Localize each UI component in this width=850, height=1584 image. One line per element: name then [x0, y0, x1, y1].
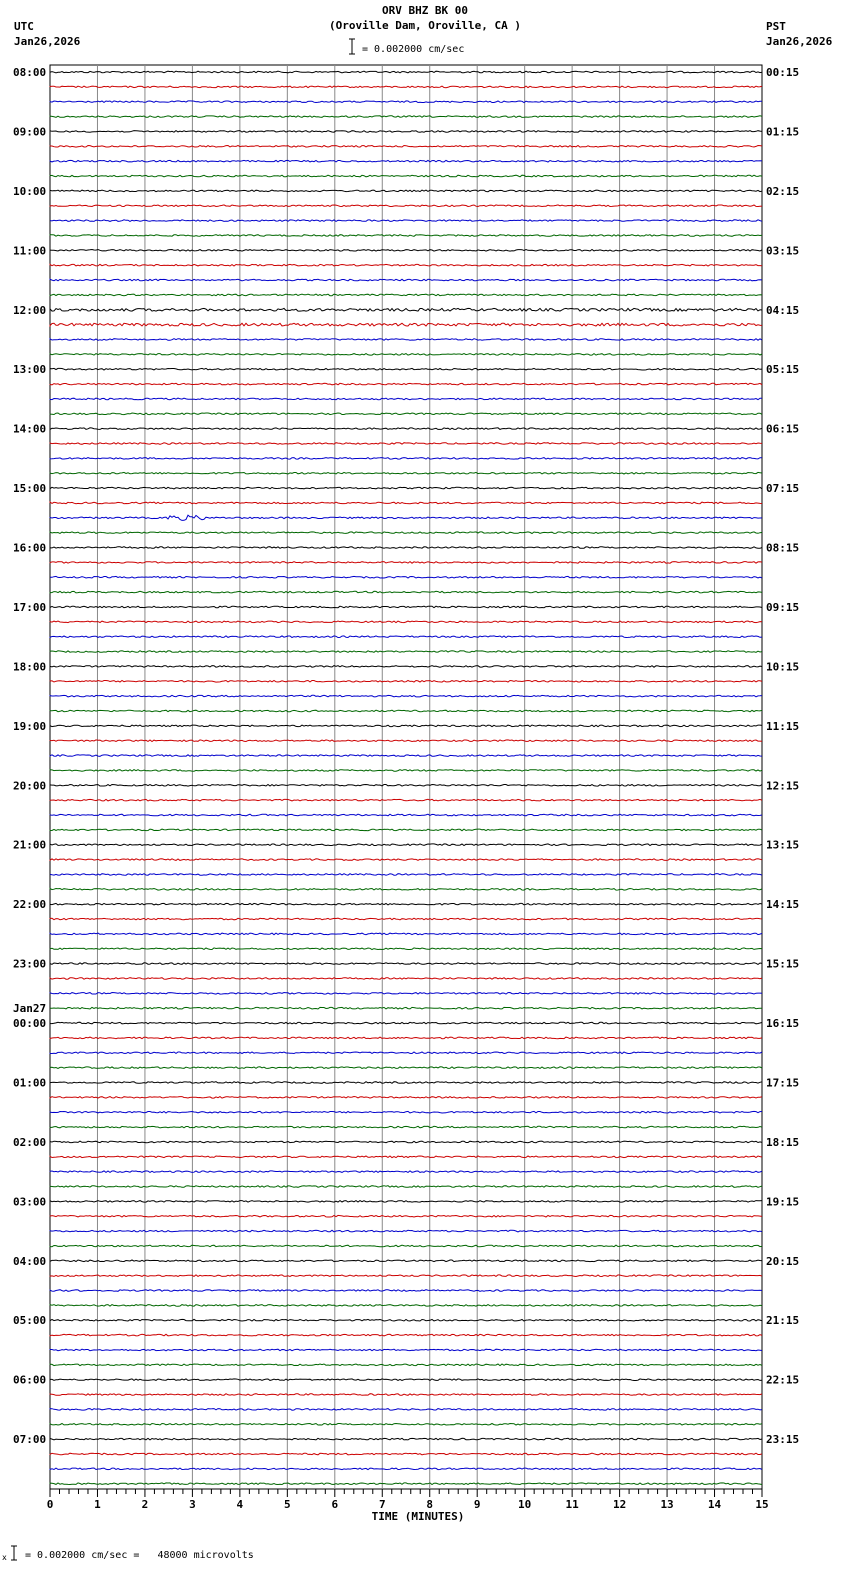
- right-hour-label: 23:15: [766, 1433, 800, 1447]
- x-tick-label: 12: [612, 1498, 627, 1511]
- right-hour-label: 21:15: [766, 1314, 800, 1328]
- svg-text:x: x: [2, 1553, 7, 1562]
- x-tick-label: 1: [94, 1498, 101, 1511]
- header-scale-text: = 0.002000 cm/sec: [362, 44, 465, 55]
- left-hour-label: 01:00: [13, 1076, 47, 1090]
- right-hour-label: 15:15: [766, 957, 800, 971]
- trace-line: [50, 681, 762, 683]
- left-hour-label: 23:00: [13, 957, 47, 971]
- trace-line: [50, 1424, 762, 1426]
- right-hour-label: 07:15: [766, 482, 800, 496]
- trace-line: [50, 205, 762, 207]
- left-hour-label: 13:00: [13, 363, 47, 377]
- right-hour-label: 04:15: [766, 303, 800, 317]
- trace-line: [50, 1156, 762, 1158]
- right-hour-label: 19:15: [766, 1195, 800, 1209]
- trace-line: [50, 651, 762, 653]
- trace-line: [50, 844, 762, 846]
- trace-line: [50, 532, 762, 534]
- trace-line: [50, 1245, 762, 1247]
- trace-line: [50, 1319, 762, 1321]
- trace-line: [50, 755, 762, 757]
- trace-line: [50, 1082, 762, 1084]
- x-tick-label: 6: [331, 1498, 339, 1511]
- right-hour-label: 11:15: [766, 719, 800, 733]
- chart-subtitle: (Oroville Dam, Oroville, CA ): [328, 19, 522, 32]
- trace-line: [50, 190, 762, 192]
- right-hour-label: 01:15: [766, 125, 800, 139]
- trace-line: [50, 695, 762, 697]
- trace-line: [50, 1260, 762, 1262]
- x-tick-label: 2: [141, 1498, 149, 1511]
- left-timezone: UTC: [14, 20, 34, 33]
- left-hour-label: 10:00: [13, 184, 47, 198]
- trace-line: [50, 101, 762, 103]
- trace-line: [50, 547, 762, 549]
- trace-line: [50, 1275, 762, 1277]
- trace-line: [50, 220, 762, 222]
- trace-line: [50, 859, 762, 861]
- trace-line: [50, 1453, 762, 1455]
- trace-line: [50, 993, 762, 995]
- x-tick-label: 4: [236, 1498, 244, 1511]
- x-tick-label: 3: [189, 1498, 196, 1511]
- left-hour-label: 20:00: [13, 779, 47, 793]
- right-hour-label: 08:15: [766, 541, 800, 555]
- trace-line: [50, 354, 762, 356]
- x-axis-label: TIME (MINUTES): [371, 1510, 465, 1523]
- trace-line: [50, 160, 762, 162]
- x-tick-label: 9: [473, 1498, 481, 1511]
- trace-line: [50, 978, 762, 980]
- trace-line: [50, 1394, 762, 1396]
- date-change-label: Jan27: [13, 1002, 47, 1016]
- trace-line: [50, 443, 762, 445]
- x-tick-label: 13: [660, 1498, 674, 1511]
- x-tick-label: 5: [284, 1498, 291, 1511]
- trace-line: [50, 487, 762, 489]
- trace-line: [50, 1097, 762, 1099]
- left-hour-label: 11:00: [13, 244, 47, 258]
- left-hour-label: 00:00: [13, 1017, 47, 1031]
- trace-line: [50, 1186, 762, 1188]
- right-date: Jan26,2026: [766, 35, 833, 48]
- trace-line: [50, 515, 762, 520]
- trace-line: [50, 740, 762, 742]
- trace-line: [50, 770, 762, 772]
- x-tick-label: 11: [565, 1498, 579, 1511]
- trace-line: [50, 264, 762, 266]
- right-hour-label: 12:15: [766, 779, 800, 793]
- chart-title: ORV BHZ BK 00: [381, 4, 469, 17]
- header-scale-bar-icon: [349, 39, 355, 54]
- trace-line: [50, 368, 762, 370]
- trace-line: [50, 458, 762, 460]
- trace-line: [50, 1438, 762, 1440]
- trace-line: [50, 1305, 762, 1307]
- trace-line: [50, 1364, 762, 1366]
- x-axis: [47, 1489, 769, 1523]
- trace-line: [50, 576, 762, 578]
- trace-line: [50, 175, 762, 177]
- trace-line: [50, 562, 762, 564]
- x-tick-label: 7: [378, 1498, 386, 1511]
- right-hour-label: 14:15: [766, 898, 800, 912]
- right-hour-label: 20:15: [766, 1254, 800, 1268]
- trace-line: [50, 1067, 762, 1069]
- trace-line: [50, 279, 762, 281]
- left-hour-label: 16:00: [13, 541, 47, 555]
- right-hour-label: 22:15: [766, 1373, 800, 1387]
- trace-line: [50, 710, 762, 712]
- left-date: Jan26,2026: [14, 35, 81, 48]
- trace-line: [50, 131, 762, 133]
- trace-line: [50, 383, 762, 385]
- trace-line: [50, 398, 762, 400]
- trace-line: [50, 235, 762, 237]
- trace-line: [50, 472, 762, 474]
- trace-line: [50, 1483, 762, 1485]
- trace-line: [50, 1468, 762, 1470]
- right-hour-label: 05:15: [766, 363, 800, 377]
- footer-scale-text: = 0.002000 cm/sec = 48000 microvolts: [25, 1550, 254, 1561]
- trace-line: [50, 963, 762, 965]
- seismic-traces: [50, 71, 762, 1484]
- trace-line: [50, 785, 762, 787]
- trace-line: [50, 1141, 762, 1143]
- x-tick-label: 14: [707, 1498, 722, 1511]
- right-hour-label: 02:15: [766, 184, 800, 198]
- trace-line: [50, 606, 762, 608]
- trace-line: [50, 591, 762, 593]
- left-hour-label: 21:00: [13, 838, 47, 852]
- trace-line: [50, 294, 762, 296]
- trace-line: [50, 1171, 762, 1173]
- x-tick-label: 10: [518, 1498, 532, 1511]
- trace-line: [50, 413, 762, 415]
- trace-line: [50, 250, 762, 252]
- trace-line: [50, 918, 762, 920]
- trace-line: [50, 1037, 762, 1039]
- left-hour-label: 02:00: [13, 1135, 47, 1149]
- trace-line: [50, 814, 762, 816]
- trace-line: [50, 1022, 762, 1024]
- footer-scale-bar-icon: [2, 1546, 17, 1562]
- left-hour-label: 05:00: [13, 1314, 47, 1328]
- trace-line: [50, 1349, 762, 1351]
- trace-line: [50, 725, 762, 727]
- trace-line: [50, 874, 762, 876]
- left-hour-label: 15:00: [13, 482, 47, 496]
- trace-line: [50, 1379, 762, 1381]
- left-hour-label: 09:00: [13, 125, 47, 139]
- trace-line: [50, 1201, 762, 1203]
- trace-line: [50, 933, 762, 935]
- trace-line: [50, 1409, 762, 1411]
- trace-line: [50, 621, 762, 623]
- x-tick-label: 8: [426, 1498, 434, 1511]
- trace-line: [50, 636, 762, 638]
- left-hour-label: 19:00: [13, 719, 47, 733]
- right-hour-label: 03:15: [766, 244, 800, 258]
- trace-line: [50, 428, 762, 430]
- left-hour-label: 17:00: [13, 600, 47, 614]
- trace-line: [50, 116, 762, 118]
- trace-line: [50, 889, 762, 891]
- right-hour-label: 16:15: [766, 1017, 800, 1031]
- right-hour-label: 09:15: [766, 600, 800, 614]
- trace-line: [50, 86, 762, 88]
- trace-line: [50, 799, 762, 801]
- trace-line: [50, 666, 762, 668]
- trace-line: [50, 1007, 762, 1009]
- x-tick-label: 0: [46, 1498, 54, 1511]
- trace-line: [50, 308, 762, 311]
- trace-line: [50, 1052, 762, 1054]
- left-hour-label: 12:00: [13, 303, 47, 317]
- right-timezone: PST: [766, 20, 786, 33]
- left-hour-label: 04:00: [13, 1254, 47, 1268]
- trace-line: [50, 1215, 762, 1217]
- trace-line: [50, 502, 762, 504]
- trace-line: [50, 1126, 762, 1128]
- trace-line: [50, 903, 762, 905]
- left-hour-label: 06:00: [13, 1373, 47, 1387]
- x-tick-label: 15: [755, 1498, 769, 1511]
- trace-line: [50, 1290, 762, 1292]
- right-hour-label: 13:15: [766, 838, 800, 852]
- trace-line: [50, 948, 762, 950]
- left-hour-label: 08:00: [13, 66, 47, 79]
- right-hour-label: 17:15: [766, 1076, 800, 1090]
- trace-line: [50, 323, 762, 326]
- trace-line: [50, 1230, 762, 1232]
- left-hour-label: 07:00: [13, 1433, 47, 1447]
- trace-line: [50, 339, 762, 341]
- trace-line: [50, 146, 762, 148]
- right-hour-label: 10:15: [766, 660, 800, 674]
- trace-line: [50, 1111, 762, 1113]
- trace-line: [50, 71, 762, 73]
- left-hour-label: 14:00: [13, 422, 47, 436]
- trace-line: [50, 1334, 762, 1336]
- right-hour-label: 00:15: [766, 66, 800, 79]
- right-hour-label: 18:15: [766, 1135, 800, 1149]
- trace-line: [50, 829, 762, 831]
- left-hour-label: 18:00: [13, 660, 47, 674]
- left-hour-label: 22:00: [13, 898, 47, 912]
- right-hour-label: 06:15: [766, 422, 800, 436]
- left-hour-label: 03:00: [13, 1195, 47, 1209]
